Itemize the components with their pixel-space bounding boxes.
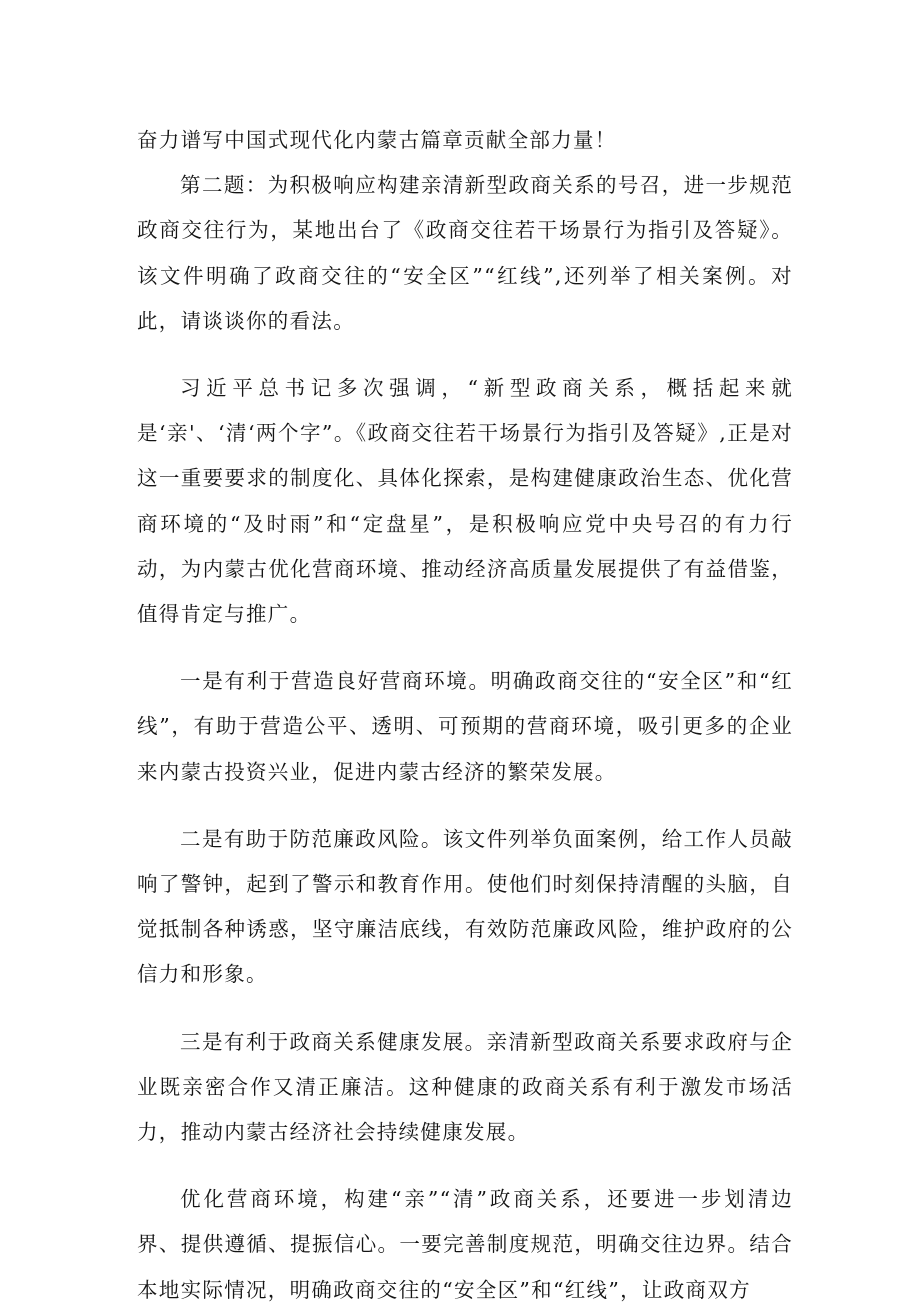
paragraph-closing-line: 奋力谱写中国式现代化内蒙古篇章贡献全部力量！ (137, 128, 617, 152)
paragraph-question-two: 第二题：为积极响应构建亲清新型政商关系的号召，进一步规范政商交往行为，某地出台了《政商交往若干场景行为指引及答疑》。该文件明确了政商交往的“安全区”“红线”,还列举了相关案例。对此，请谈谈你的看法。 (137, 173, 793, 333)
document-body (137, 118, 793, 1313)
paragraph-point-one: 一是有利于营造良好营商环境。明确政商交往的“安全区”和“红线”，有助于营造公平、透明、可预期的营商环境，吸引更多的企业来内蒙古投资兴业，促进内蒙古经济的繁荣发展。 (137, 669, 793, 784)
paragraph-suggestions: 优化营商环境，构建“亲”“清”政商关系，还要进一步划清边界、提供遵循、提振信心。一要完善制度规范，明确交往边界。结合本地实际情况，明确政商交往的“安全区”和“红线”，让政商双方 (137, 1187, 793, 1302)
paragraph-point-three: 三是有利于政商关系健康发展。亲清新型政商关系要求政府与企业既亲密合作又清正廉洁。这种健康的政商关系有利于激发市场活力，推动内蒙古经济社会持续健康发展。 (137, 1029, 793, 1145)
paragraph-intro-answer: 习近平总书记多次强调，“新型政商关系，概括起来就是‘亲'、‘清‘两个字”。《政商交往若干场景行为指引及答疑》,正是对这一重要要求的制度化、具体化探索，是构建健康政治生态、优化营商环境的“及时雨”和“定盘星”，是积极响应党中央号召的有力行动，为内蒙古优化营商环境、推动经济高质量发展提供了有益借鉴，值得肯定与推广。 (137, 376, 793, 627)
paragraph-point-two: 二是有助于防范廉政风险。该文件列举负面案例，给工作人员敲响了警钟，起到了警示和教育作用。使他们时刻保持清醒的头脑，自觉抵制各种诱惑，坚守廉洁底线，有效防范廉政风险，维护政府的公信力和形象。 (137, 826, 793, 987)
